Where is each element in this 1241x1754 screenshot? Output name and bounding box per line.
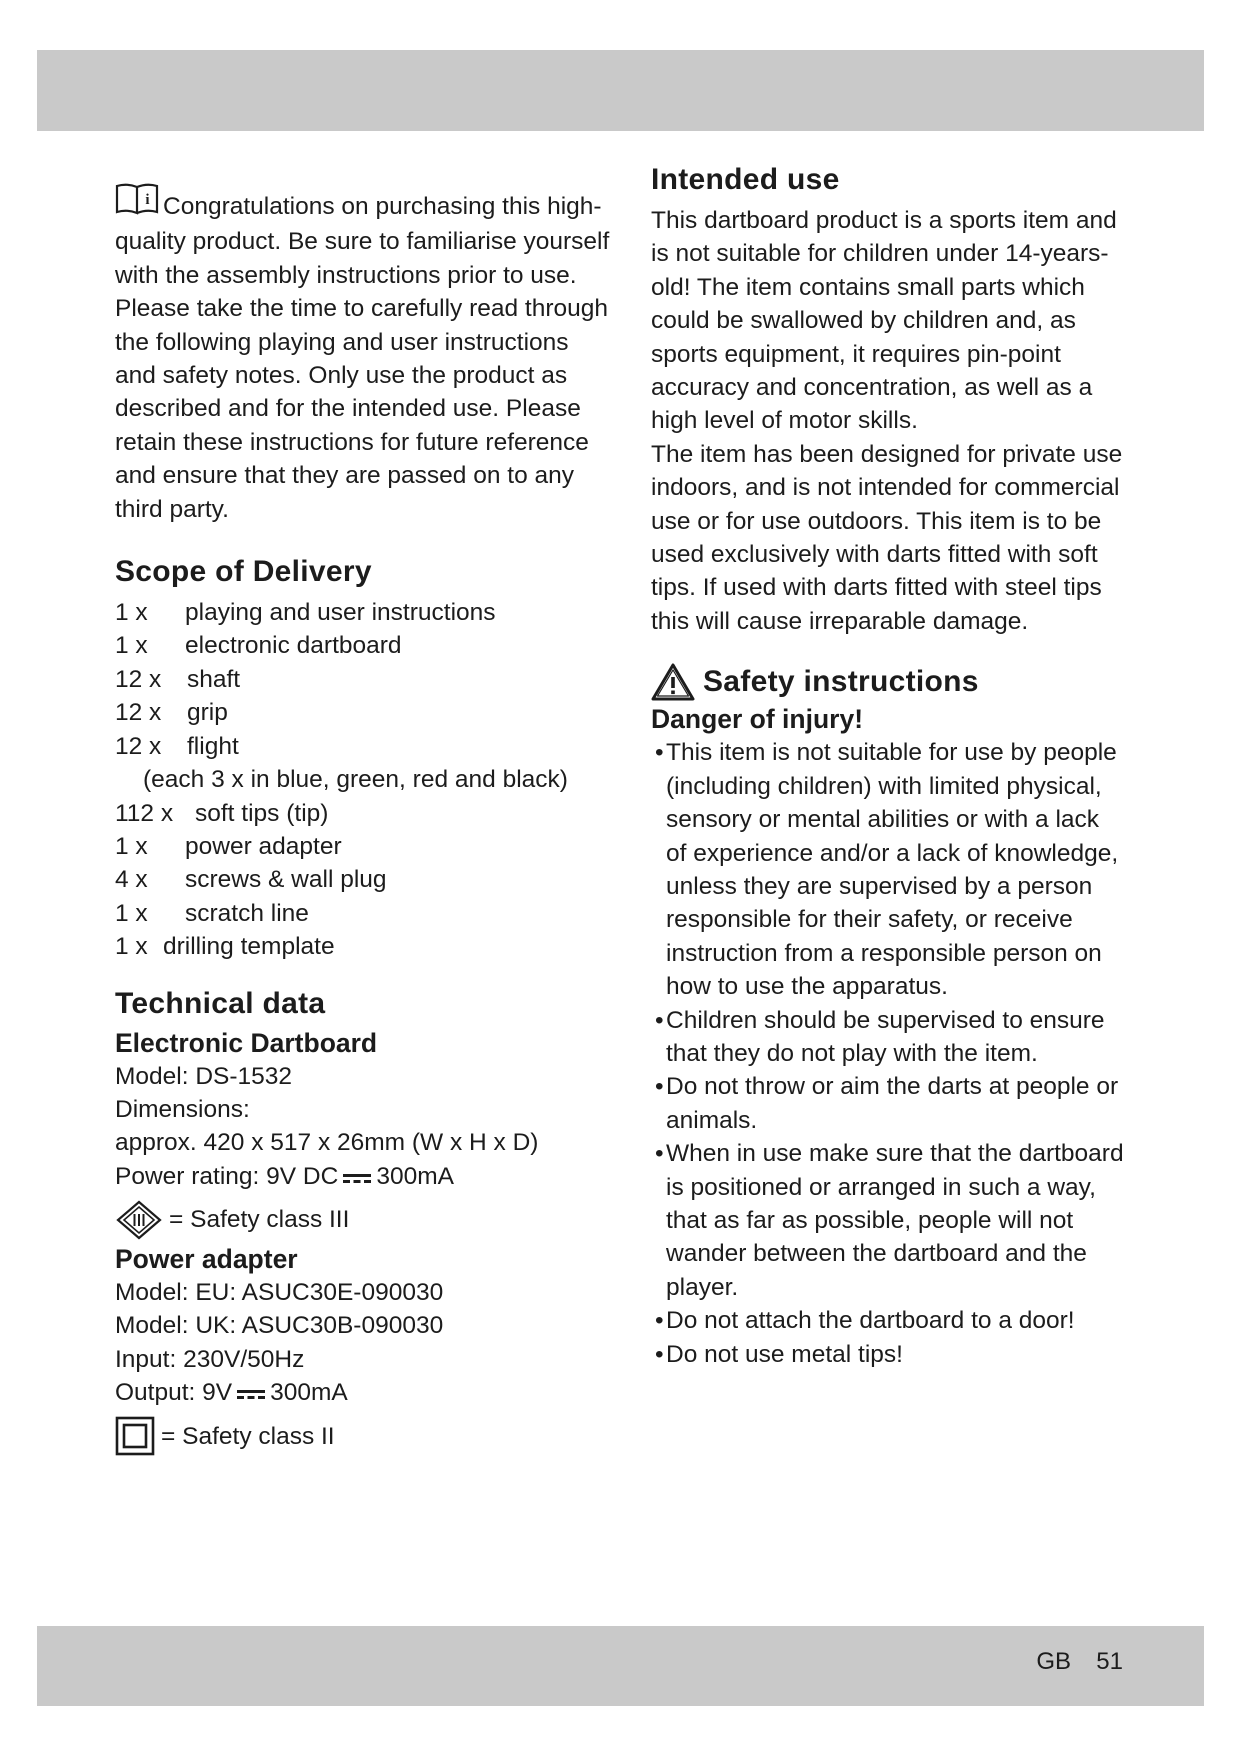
scope-item-qty: 4 x	[115, 866, 148, 894]
adapter-output	[115, 1376, 610, 1410]
scope-item-label: power adapter	[185, 832, 342, 860]
intro-text: Congratulations on purchasing this high-quality product. Be sure to familiarise yourself with the assembly instructions prior to use. Please take the time to carefully read through the following playing and user instructions and safety notes. Only use the product as described and for the intended use. Please retain these instructions for future reference and ensure that they are passed on to any third party.	[115, 193, 610, 523]
scope-item-qty: 12 x	[115, 732, 162, 760]
safety-bullet: • Do not throw or aim the darts at people or animals.	[651, 1070, 1126, 1137]
power-rating	[115, 1160, 610, 1194]
safety-instructions-title: Safety instructions	[703, 665, 979, 699]
safety-class-2-icon	[115, 1416, 155, 1456]
technical-data-heading: Technical data	[115, 986, 326, 1020]
right-column	[651, 160, 1126, 1371]
svg-text:i: i	[145, 192, 150, 208]
scope-item-qty: 1 x	[115, 832, 148, 860]
scope-of-delivery-heading: Scope of Delivery	[115, 555, 372, 589]
scope-item	[115, 596, 610, 629]
adapter-model-uk: Model: UK: ASUC30B-090030	[115, 1312, 444, 1340]
scope-item	[115, 797, 610, 830]
dimensions-label: Dimensions:	[115, 1095, 250, 1123]
intended-use-paragraph-2: The item has been designed for private use indoors, and is not intended for commercial use or for use outdoors. This item is to be used exclusively with darts fitted with soft tips. If used with darts fitted with steel tips this will cause irreparable damage.	[651, 440, 1123, 635]
scope-list	[115, 596, 610, 963]
adapter-output-suffix: 300mA	[270, 1379, 348, 1407]
scope-item	[115, 930, 610, 963]
scope-item-label: electronic dartboard	[185, 632, 402, 660]
intro-paragraph	[115, 182, 610, 526]
footer-language: GB	[1036, 1648, 1071, 1675]
scope-item-qty: 1 x	[115, 599, 148, 627]
scope-item	[115, 830, 610, 863]
scope-item-label: flight	[187, 732, 239, 760]
scope-item-label: screws & wall plug	[185, 866, 387, 894]
scope-item-qty: 1 x	[115, 632, 148, 660]
safety-class-2-text: = Safety class II	[161, 1422, 335, 1450]
scope-item	[115, 730, 610, 763]
left-column	[115, 160, 610, 1456]
safety-class-3-text: = Safety class III	[169, 1206, 350, 1234]
safety-bullet-list	[651, 736, 1126, 1371]
scope-item-qty: 1 x	[115, 899, 148, 927]
safety-class-2-row	[115, 1416, 610, 1456]
warning-triangle-icon	[651, 663, 695, 701]
adapter-output-prefix: Output: 9V	[115, 1379, 233, 1407]
intended-use-heading: Intended use	[651, 163, 840, 196]
scope-item-label: soft tips (tip)	[195, 799, 329, 827]
scope-item-qty: 12 x	[115, 699, 162, 727]
adapter-input: Input: 230V/50Hz	[115, 1345, 305, 1373]
scope-item-qty: 112 x	[115, 799, 174, 827]
danger-of-injury-subheading: Danger of injury!	[651, 704, 864, 735]
scope-item-qty: 1 x	[115, 933, 148, 961]
dc-symbol-icon	[236, 1377, 266, 1410]
safety-bullet: • Do not attach the dartboard to a door!	[651, 1304, 1126, 1337]
scope-item-label: scratch line	[185, 899, 309, 927]
power-adapter-subheading: Power adapter	[115, 1243, 298, 1274]
dartboard-model: Model: DS-1532	[115, 1062, 293, 1090]
scope-flight-note: (each 3 x in blue, green, red and black)	[143, 766, 568, 794]
power-rating-prefix: Power rating: 9V DC	[115, 1162, 339, 1190]
safety-instructions-heading	[651, 662, 1126, 702]
dimensions-value: approx. 420 x 517 x 26mm (W x H x D)	[115, 1129, 539, 1157]
scope-item-label: shaft	[187, 665, 241, 693]
scope-item	[115, 863, 610, 896]
safety-bullet: • Children should be supervised to ensure that they do not play with the item.	[651, 1004, 1126, 1071]
page-number: 51	[1096, 1648, 1123, 1675]
dartboard-subheading: Electronic Dartboard	[115, 1027, 378, 1058]
dc-symbol-icon	[342, 1161, 372, 1194]
scope-item	[115, 897, 610, 930]
safety-class-3-row	[115, 1200, 610, 1240]
safety-bullet: • When in use make sure that the dartboard is positioned or arranged in such a way, that as far as possible, people will not wander between the dartboard and the player.	[651, 1137, 1126, 1304]
scope-item-label: grip	[187, 699, 228, 727]
read-instructions-icon	[115, 182, 161, 225]
scope-item-qty: 12 x	[115, 665, 162, 693]
header-band	[37, 50, 1204, 131]
power-rating-suffix: 300mA	[376, 1162, 454, 1190]
scope-item	[115, 663, 610, 696]
adapter-model-eu: Model: EU: ASUC30E-090030	[115, 1278, 444, 1306]
scope-item-label: drilling template	[163, 933, 335, 961]
safety-bullet: • This item is not suitable for use by people (including children) with limited physical, sensory or mental abilities or with a lack of experience and/or a lack of knowledge, unless they are supervised by a person responsible for their safety, or receive instruction from a responsible person on how to use the apparatus.	[651, 736, 1126, 1003]
scope-item	[115, 629, 610, 662]
scope-item-label: playing and user instructions	[185, 599, 496, 627]
footer-band	[37, 1626, 1204, 1706]
safety-bullet: • Do not use metal tips!	[651, 1338, 1126, 1371]
scope-item	[115, 696, 610, 729]
safety-class-3-icon	[115, 1200, 163, 1240]
intended-use-paragraph-1: This dartboard product is a sports item and is not suitable for children under 14-years-old! The item contains small parts which could be swallowed by children and, as sports equipment, it requires pin-point accuracy and concentration, as well as a high level of motor skills.	[651, 207, 1117, 435]
